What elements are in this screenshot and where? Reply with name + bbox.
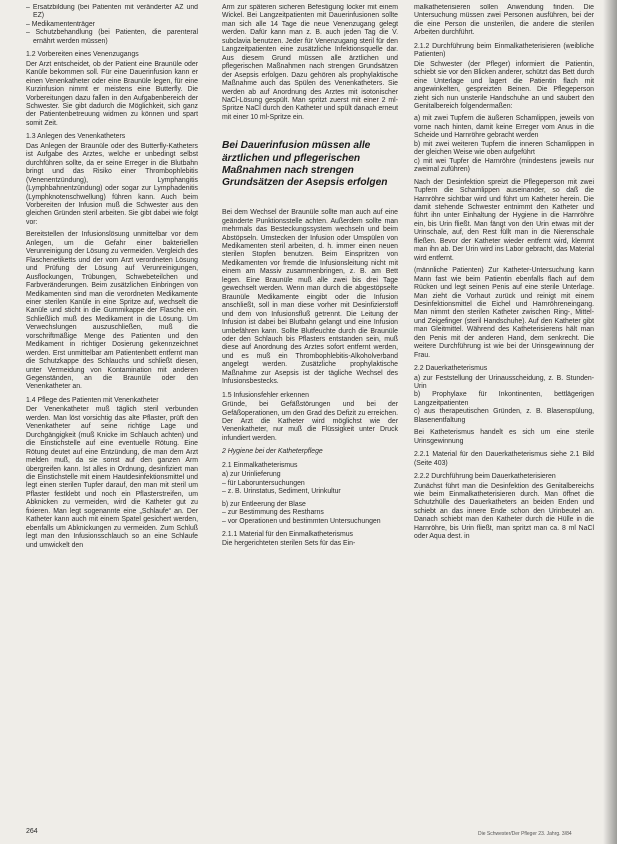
section-heading: 2.2.1 Material für den Dauerkatheterismus siehe 2.1 Bild (Seite 403) bbox=[414, 451, 594, 467]
column-middle bbox=[222, 4, 398, 804]
paragraph: Die hergerichteten sterilen Sets für das Ein- bbox=[222, 540, 356, 548]
pull-quote: Bei Dauerinfusion müssen alle ärztlichen und pflegerischen Maßnahmen nach strengen Grundsätzen der Asepsis erfolgen bbox=[222, 140, 388, 188]
list-item: – für Laboruntersuchungen bbox=[229, 480, 398, 488]
indication-list bbox=[414, 375, 594, 426]
paragraph: Arm zur späteren sicheren Befestigung locker mit einem Wickel. Bei Langzeitpatienten mit Dauerinfusionen sollte man sich alle 14 Tage die neue Venenzugang gelegt werden. Dafür kann man z. B. auch jeden Tag die V. subclavia benutzen. Jeder für Venenzugang steril für den Langzeitpatienten eine zusätzliche Infektionsquelle dar. Aus diesem Grund müssen alle ärztlichen und pflegerischen Maßnahmen nach strengen Grundsätzen der Asepsis erfolgen. Dazu gehören als prophylaktische Maßnahme auch das Spülen des Venenkatheters. Sie werden ab auf Anordnung des Arztes mit isotonischer NaCl-Lösung gespült. Man spritzt zuerst mit einer 2 ml-Spritze NaCl durch den Katheter und spült danach erneut mit einer 10 ml-Spritze ein. bbox=[222, 4, 398, 121]
indication-list bbox=[26, 4, 198, 46]
list-label: b) zur Entleerung der Blase bbox=[222, 500, 306, 508]
list-item: c) aus therapeutischen Gründen, z. B. Blasenspülung, Blasenentfaltung bbox=[414, 408, 594, 424]
section-heading: 2.2.2 Durchführung beim Dauerkatheterisieren bbox=[414, 473, 556, 481]
section-heading: 2.1.2 Durchführung beim Einmalkatheterisieren (weibliche Patienten) bbox=[414, 42, 594, 59]
paragraph: Bei dem Wechsel der Braunüle sollte man auch auf eine geänderte Punktionsstelle achten. Außerdem sollte man mehrmals das Besteckungssystem wechseln und beim Abstöpseln. Umstecken der Infusion oder Umspülen von Medikamenten steril arbeiten, d. h. immer einen neuen sterilen Stopfen benutzen. Beim Einspritzen von Medikamenten vor fremde die Infusionsleitung nicht mit einem am Massiv zusammenbringen, z. B. am Bett legen. Eine Braunüle muß alle zwei bis drei Tage gewechselt werden. Wenn man durch die abgestöpselte Braunüle Medikamente eingibt oder die Infusion anschließt, soll in man diese vorher mit Desinfizierstoff und dem von Infusionsfluß getrennt. Die Leitung der Infusion ist dabei bei Blutbahn gelangt und eine Infusion umbefähren kann. Sollte Blutfeuchte durch die Braunüle oder den Schlauch bis Pflasters entstanden sein, muß diese auf Anordnung des Arztes sofort entfernt werden, und es muß ein Thrombophlebitis-Alkoholverband angelegt werden. Zusätzliche prophylaktische Maßnahme zur Asepsis ist der tägliche Wechsel des Infusionsbestecks. bbox=[222, 209, 398, 386]
section-heading: 1.2 Vorbereiten eines Venenzugangs bbox=[26, 51, 139, 59]
list-item: – Ersatzbildung (bei Patienten mit veränderter AZ und EZ) bbox=[33, 4, 198, 21]
list-item: a) zur Feststellung der Urinausscheidung, z. B. Stunden-Urin bbox=[414, 374, 594, 391]
paragraph: Gründe, bei Gefäßstörungen und bei der Gefäßoperationen, um den Grad des Defizit zu erreichen. Der Arzt die Katheter wird möglichst wie der Venenkatheter, nur muß die Flüssigkeit unter Druck infundiert werden. bbox=[222, 401, 398, 442]
paragraph: Das Anlegen der Braunüle oder des Butterfly-Katheters ist Aufgabe des Arztes, welche er unbedingt selbst durchführen sollte, da er seine Erreger in die Blutbahn bringt und das Risiko einer Thrombophlebitis (Venenentzündung), Lymphangitis (Lymphbahnentzündung) oder sogar zur Lymphadenitis (Lymphknotenschwellung) führen kann. Auch beim Vorbereiten der Infusion muß die Schwester aus den gleichen Gründen steril arbeiten. Sie gibt dabei wie folgt vor: bbox=[26, 142, 198, 226]
paragraph: Der Arzt entscheidet, ob der Patient eine Braunüle oder Kanüle bekommen soll. Für eine Dauerinfusion kann er einen Venenkatheter oder eine Braunüle legen, für eine Kurzinfusion nimmt er meistens eine Butterfly. Die Vorbereitungen dazu fallen in den Aufgabenbereich der Schwester. Sie gibt dadurch die Möglichkeit, sich ganz der Patientenbetreuung widmen zu können und spart somit Zeit. bbox=[26, 60, 198, 127]
list-item: – z. B. Urinstatus, Sediment, Urinkultur bbox=[229, 488, 398, 496]
list-item: c) mit wei Tupfer die Harnröhre (mindestens jeweils nur zweimal zuführen) bbox=[414, 157, 594, 174]
page-edge-shadow bbox=[603, 0, 617, 844]
section-heading: 2.1 Einmalkatheterismus bbox=[222, 461, 298, 469]
list-item: – zur Bestimmung des Restharns bbox=[229, 509, 398, 517]
page-number: 264 bbox=[26, 828, 38, 835]
paragraph: Nach der Desinfektion spreizt die Pflegeperson mit zwei Tupfern die Schamlippen auseinander, so daß die Harnröhre sichtbar wird und führt um Katheter herein. Die damit stehende Schwester entnimmt den Katheter und führt ihn unter Einhaltung der Hygiene in die Harnröhre ein, bis Urin fließt. Man fängt von den Urin etwas mit der Urinschale, auf, den Rest füllt man in die Nierenschale fließen. Bevor der Katheter wieder entfernt wird, klemmt man ihn ab. Der Urin wird ins Labor gebracht, das Material wird entfernt. bbox=[414, 178, 594, 262]
cleaning-steps-list bbox=[414, 115, 594, 174]
section-heading: 1.3 Anlegen des Venenkatheters bbox=[26, 133, 126, 141]
list-item: b) Prophylaxe für Inkontinenten, bettlägerigen Langzeitpatienten bbox=[414, 391, 594, 407]
paragraph: Bei Katheterismus handelt es sich um eine sterile Urinsgewinnung bbox=[414, 429, 594, 445]
list-item: b) mit zwei weiteren Tupfern die inneren Schamlippen in der gleichen Weise wie oben aufgeführt bbox=[414, 140, 594, 157]
column-right bbox=[414, 4, 594, 804]
section-heading: 1.5 Infusionsfehler erkennen bbox=[222, 391, 309, 399]
paragraph: (männliche Patienten) Zur Katheter-Untersuchung kann Mann fast wie beim Patientin ebenfalls flach auf dem Rücken und legt seinen Penis auf eine sterile Unterlage. Man zieht die Vorhaut zurück und reinigt mit einem Desinfektionsmittel die Eichel und Harnröhreneingang. Man nimmt den sterilen Katheter zwischen Ring-, Mittel- und Zeigefinger (steril Handschuhe). Auf den Katheter gibt man Gleitmittel. Während des Katheterisierens hält man den Penis mit der anderen Hand, dem senkrecht. Die weitere Durchführung ist wie bei der Urinsgewinnung der Frau. bbox=[414, 267, 594, 359]
list-item: a) mit zwei Tupfern die äußeren Schamlippen, jeweils von vorne nach hinten, damit keine Erreger vom Anus in die Scheide und Harnröhre gebracht werden bbox=[414, 115, 594, 140]
list-label: a) zur Urinlieferung bbox=[222, 471, 281, 479]
list-item: – vor Operationen und bestimmten Untersuchungen bbox=[229, 518, 398, 526]
chapter-heading: 2 Hygiene bei der Katheterpflege bbox=[222, 448, 323, 456]
running-footer: Die Schwester/Der Pfleger 23. Jahrg. 3/84 bbox=[478, 831, 572, 837]
column-left bbox=[26, 4, 198, 804]
paragraph: Die Schwester (der Pfleger) informiert die Patientin, schiebt sie vor den Blicken anderer, schützt das Bett durch eine Unterlage und lagert die Patientin flach mit angewinkelten, gespreizten Beinen. Die Pflegeperson zieht sich nun unsterile Handschuhe an und säubert den Genitalbereich folgendermaßen: bbox=[414, 60, 594, 110]
paragraph: Zunächst führt man die Desinfektion des Genitalbereichs wie beim Einmalkatheterisieren durch. Man öffnet die Schutzhülle des Dauerkatheters an beiden Enden und schiebt an das innere Ende schon den Urinbeutel an. Danach schiebt man den Katheter durch die Hülle in die Harnröhre, bis Urin fließt, man spritzt man ca. 8 ml NaCl oder Aqua dest. in bbox=[414, 482, 594, 541]
sublist bbox=[222, 480, 398, 497]
section-heading: 2.2 Dauerkatheterismus bbox=[414, 365, 488, 373]
paragraph: Bereitstellen der Infusionslösung unmittelbar vor dem Anlegen, um die Gefahr einer bakteriellen Verunreinigung der Lösung zu vermeiden. Vergleich des Flaschenetiketts und der vom Arzt verordneten Lösung und Prüfung der Lösung auf Verunreinigungen, Ausflockungen, Trübungen, Schwebeteilchen und Farbveränderungen. Beim zusätzlichen Einbringen von Medikamenten sind man die verordneten Medikamente einer sterilen Kanüle in eine Spritze auf, wechselt die Kanüle und sticht in die Gummikappe der Flasche ein. Schließlich muß des Medikament in die Lösung. Um Verwechslungen auszuschließen, muß die vorschriftmäßige Menge des Patienten und den Medikament in richtiger Dosierung gekennzeichnet werden. Erst unmittelbar am Patientenbett entfernt man die Schutzkappe des Schlauchs und schließt diesen, unter Vermeidung von Kontamination mit anderen Gegenständen, an die Braunüle oder den Venenkatheter an. bbox=[26, 231, 198, 391]
section-heading: 2.1.1 Material für den Einmalkatheterismus bbox=[222, 531, 353, 539]
paragraph: Der Venenkatheter muß täglich steril verbunden werden. Man löst vorsichtig das alte Pflaster, prüft den Venenkatheter auf seine richtige Lage und Durchgängigkeit (muß Knicke im Schlauch achten) und die Einstichstelle auf eine eventuelle Rötung. Eine Rötung deutet auf eine Entzündung, die man dem Arzt melden muß, da sie sonst auf den ganzen Arm übergreifen kann. Ist alles in Ordnung, desinfiziert man die Einstichstelle mit einem Hautdesinfektionsmittel und legt einen sterilen Tupfer darauf, den man mit steril um Pflaster festklebt und noch ein Pflasterstreifen, um Abknicken zu vermeiden, wird die Katheter gut zu fixieren. Man legt sogenannte eine „Schlaufe“ an. Der Katheter kann auch mit einem Spatel gesichert werden, ebenfalls um Abknickungen zu vermeiden. Zum Schluß legt man den Infusionsschlauch so an eine Schlaufe und umwickelt den bbox=[26, 406, 198, 549]
section-heading: 1.4 Pflege des Patienten mit Venenkatheter bbox=[26, 396, 159, 404]
list-item: – Schutzbehandlung (bei Patienten, die parenteral ernährt werden müssen) bbox=[33, 29, 198, 46]
paragraph: malkatheterisieren sollen Anwendung finden. Die Untersuchung müssen zwei Personen ausführen, bei der die eine Person die unsterilen, die andere die sterilen Arbeiten durchführt. bbox=[414, 4, 594, 37]
sublist bbox=[222, 509, 398, 526]
list-item: – Medikamententräger bbox=[33, 21, 198, 29]
